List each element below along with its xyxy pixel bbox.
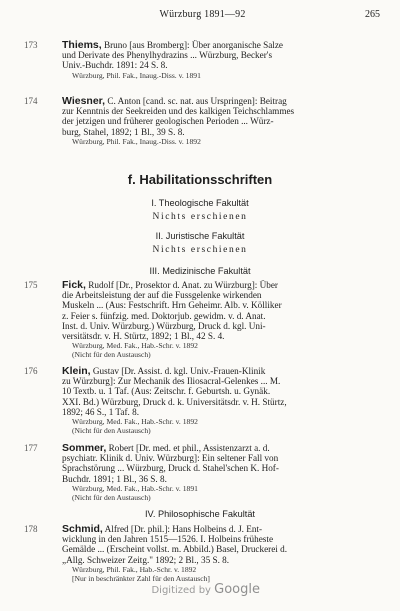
entry-173 bbox=[24, 39, 362, 80]
entry-text: burg, Stahel, 1892; 1 Bl., 39 S. 8. bbox=[62, 126, 185, 137]
entry-number: 174 bbox=[24, 96, 38, 106]
entry-text: C. Anton [cand. sc. nat. aus Urspringen]: Beitrag bbox=[107, 96, 287, 106]
faculty-heading-medicine: III. Medizinische Fakultät bbox=[149, 266, 251, 276]
author-name: Klein, bbox=[62, 365, 91, 377]
entry-number: 177 bbox=[24, 443, 38, 453]
entry-text: Rudolf [Dr., Prosektor d. Anat. zu Würzburg]: Über bbox=[88, 280, 278, 290]
entry-text: Robert [Dr. med. et phil., Assistenzarzt a. d. bbox=[108, 443, 270, 453]
entry-text: Univ.-Buchdr. 1891: 24 S. 8. bbox=[62, 60, 168, 71]
author-name: Thiems, bbox=[62, 39, 102, 51]
entry-text: Bruno [aus Bromberg]: Über anorganische Salze bbox=[103, 40, 284, 50]
entry-text: z. Feier s. fünfzig. med. Doktorjub. gewidm. v. d. Anat. bbox=[62, 310, 266, 321]
entry-number: 176 bbox=[24, 366, 38, 376]
faculty-heading-theology: I. Theologische Fakultät bbox=[151, 198, 249, 208]
entry-text: versitätsdr. v. H. Stürtz, 1892; 1 Bl., 42 S. 4. bbox=[62, 331, 225, 342]
entry-note: Würzburg, Phil. Fak., Hab.-Schr. v. 1892 bbox=[72, 564, 197, 574]
entry-note: Würzburg, Med. Fak., Hab.-Schr. v. 1892 bbox=[72, 341, 198, 351]
entry-number: 175 bbox=[24, 280, 38, 290]
entry-note: [Nur in beschränkter Zahl für den Austausch] bbox=[72, 573, 210, 583]
entry-note: (Nicht für den Austausch) bbox=[72, 350, 151, 360]
faculty-heading-philosophy: IV. Philosophische Fakultät bbox=[145, 509, 255, 519]
entry-text: Sprachstörung ... Würzburg, Druck d. Stahel'schen K. Hof- bbox=[62, 463, 279, 474]
entry-174 bbox=[24, 95, 362, 146]
author-name: Sommer, bbox=[62, 442, 107, 454]
author-name: Wiesner, bbox=[62, 95, 106, 107]
entry-number: 178 bbox=[24, 524, 38, 534]
entry-177 bbox=[24, 442, 362, 502]
entry-text: „Allg. Schweizer Zeitg." 1892; 2 Bl., 35 S. 8. bbox=[62, 554, 230, 565]
entry-text: Alfred [Dr. phil.]: Hans Holbeins d. J. Ent- bbox=[104, 524, 263, 534]
entry-note: (Nicht für den Austausch) bbox=[72, 492, 151, 502]
entry-text: 10 Textb. u. 1 Taf. (Aus: Zeitschr. f. Geburtsh. u. Gynäk. bbox=[62, 386, 271, 397]
entry-text: der jetzigen und früherer geologischen Perioden ... Würz- bbox=[62, 116, 274, 127]
entry-note: Würzburg, Med. Fak., Hab.-Schr. v. 1892 bbox=[72, 417, 198, 427]
entry-note: Würzburg, Phil. Fak., Inaug.-Diss. v. 1891 bbox=[72, 70, 201, 80]
entry-note: (Nicht für den Austausch) bbox=[72, 426, 151, 436]
entry-text: Inst. d. Univ. Würzburg.) Würzburg, Druck d. kgl. Uni- bbox=[62, 320, 266, 331]
entry-number: 173 bbox=[24, 40, 38, 50]
entry-text: und Derivate des Phenylhydrazins ... Würzburg, Becker's bbox=[62, 50, 273, 61]
entry-text: psychiatr. Klinik d. Univ. Würzburg]: Ein seltener Fall von bbox=[62, 453, 279, 464]
google-logo: Google bbox=[214, 582, 260, 597]
entry-text: Gustav [Dr. Assist. d. kgl. Univ.-Frauen-Klinik bbox=[92, 366, 266, 376]
entry-note: Würzburg, Phil. Fak., Inaug.-Diss. v. 1892 bbox=[72, 136, 201, 146]
entry-text: wicklung in den Jahren 1515—1526. I. Holbeins früheste bbox=[62, 534, 274, 545]
faculty-heading-law: II. Juristische Fakultät bbox=[155, 231, 245, 241]
entry-175 bbox=[24, 279, 362, 360]
entry-text: die Arbeitsleistung der auf die Fussgelenke wirkenden bbox=[62, 290, 262, 301]
running-title: Würzburg 1891—92 bbox=[159, 9, 246, 20]
entry-text: zur Kenntnis der Seekreiden und des kalkigen Teichschlammes bbox=[62, 106, 295, 117]
entry-178 bbox=[24, 523, 362, 583]
watermark-prefix: Digitized by bbox=[151, 585, 211, 596]
nothing-published-theology: Nichts erschienen bbox=[152, 212, 248, 222]
author-name: Schmid, bbox=[62, 523, 103, 535]
section-title: f. Habilitationsschriften bbox=[127, 172, 273, 187]
nothing-published-law: Nichts erschienen bbox=[152, 245, 248, 255]
entry-text: 1892; 46 S., 1 Taf. 8. bbox=[62, 406, 140, 417]
entry-text: Muskeln ... (Aus: Festschrift. Hrn Geheimr. Alb. v. Kölliker bbox=[62, 300, 282, 311]
page-number: 265 bbox=[365, 9, 380, 20]
entry-text: Buchdr. 1891; 1 Bl., 36 S. 8. bbox=[62, 473, 167, 484]
entry-text: Gemälde ... (Erscheint vollst. m. Abbild.) Basel, Druckerei d. bbox=[62, 544, 288, 555]
entry-note: Würzburg, Med. Fak., Hab.-Schr. v. 1891 bbox=[72, 483, 198, 493]
google-watermark bbox=[151, 582, 260, 597]
entry-text: XXI. Bd.) Würzburg, Druck d. k. Universitätsdr. v. H. Stürtz, bbox=[62, 396, 287, 407]
entry-text: zu Würzburg]: Zur Mechanik des Iliosacral-Gelenkes ... M. bbox=[62, 376, 281, 387]
entry-176 bbox=[24, 365, 362, 436]
author-name: Fick, bbox=[62, 279, 86, 291]
